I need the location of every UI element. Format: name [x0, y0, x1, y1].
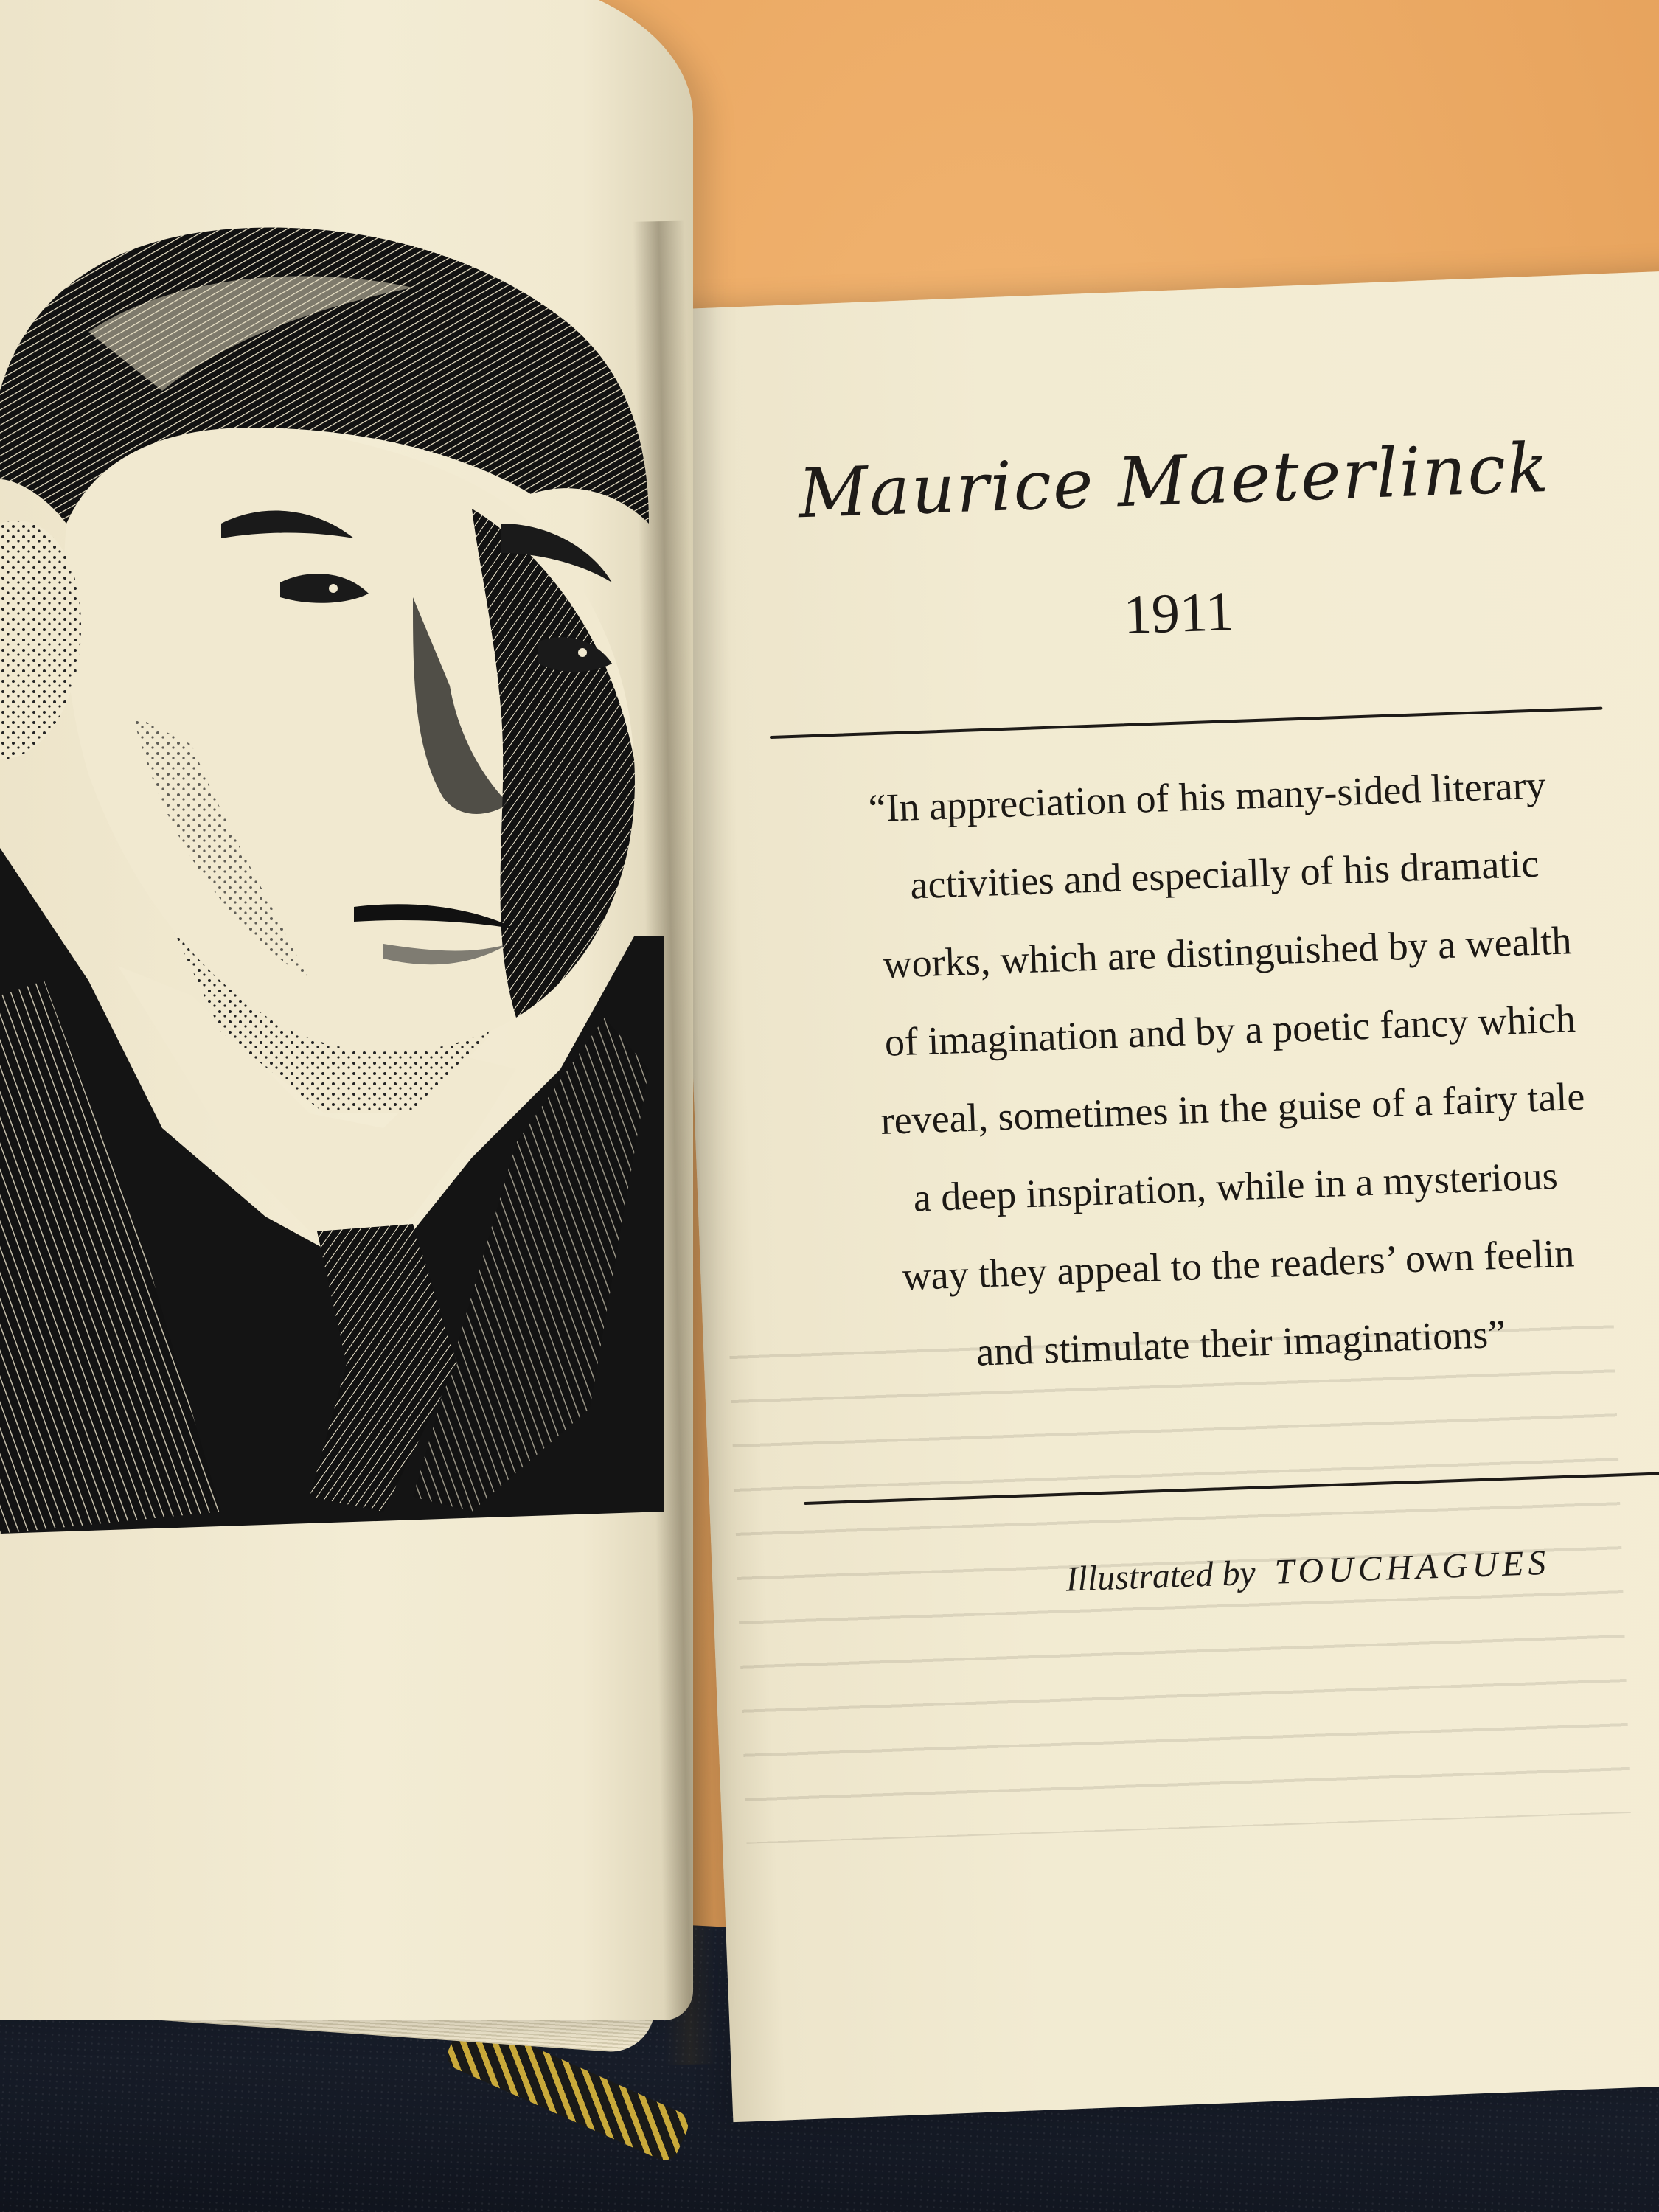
quote-line: activities and especially of his dramatic [909, 841, 1540, 908]
portrait-illustration [0, 111, 664, 1622]
quote-line: a deep inspiration, while in a mysterious [912, 1153, 1559, 1220]
left-eye-highlight [329, 584, 338, 593]
citation-quote [734, 740, 1659, 1399]
quote-line: works, which are distinguished by a wealth [882, 918, 1573, 987]
quote-line: of imagination and by a poetic fancy which [883, 996, 1576, 1065]
quote-line: “In appreciation of his many-sided literary [867, 762, 1547, 831]
author-name: Maurice Maeterlinck [797, 428, 1551, 534]
award-year: 1911 [1122, 580, 1235, 647]
quote-line: reveal, sometimes in the guise of a fairy tale [880, 1074, 1586, 1144]
credit-prefix: Illustrated by [1065, 1553, 1256, 1599]
quote-line: and stimulate their imaginations” [975, 1311, 1507, 1374]
quote-line: way they appeal to the readers’ own feelin [901, 1231, 1576, 1299]
illustrator-name: TOUCHAGUES [1273, 1543, 1551, 1592]
right-eye-highlight [578, 648, 587, 657]
